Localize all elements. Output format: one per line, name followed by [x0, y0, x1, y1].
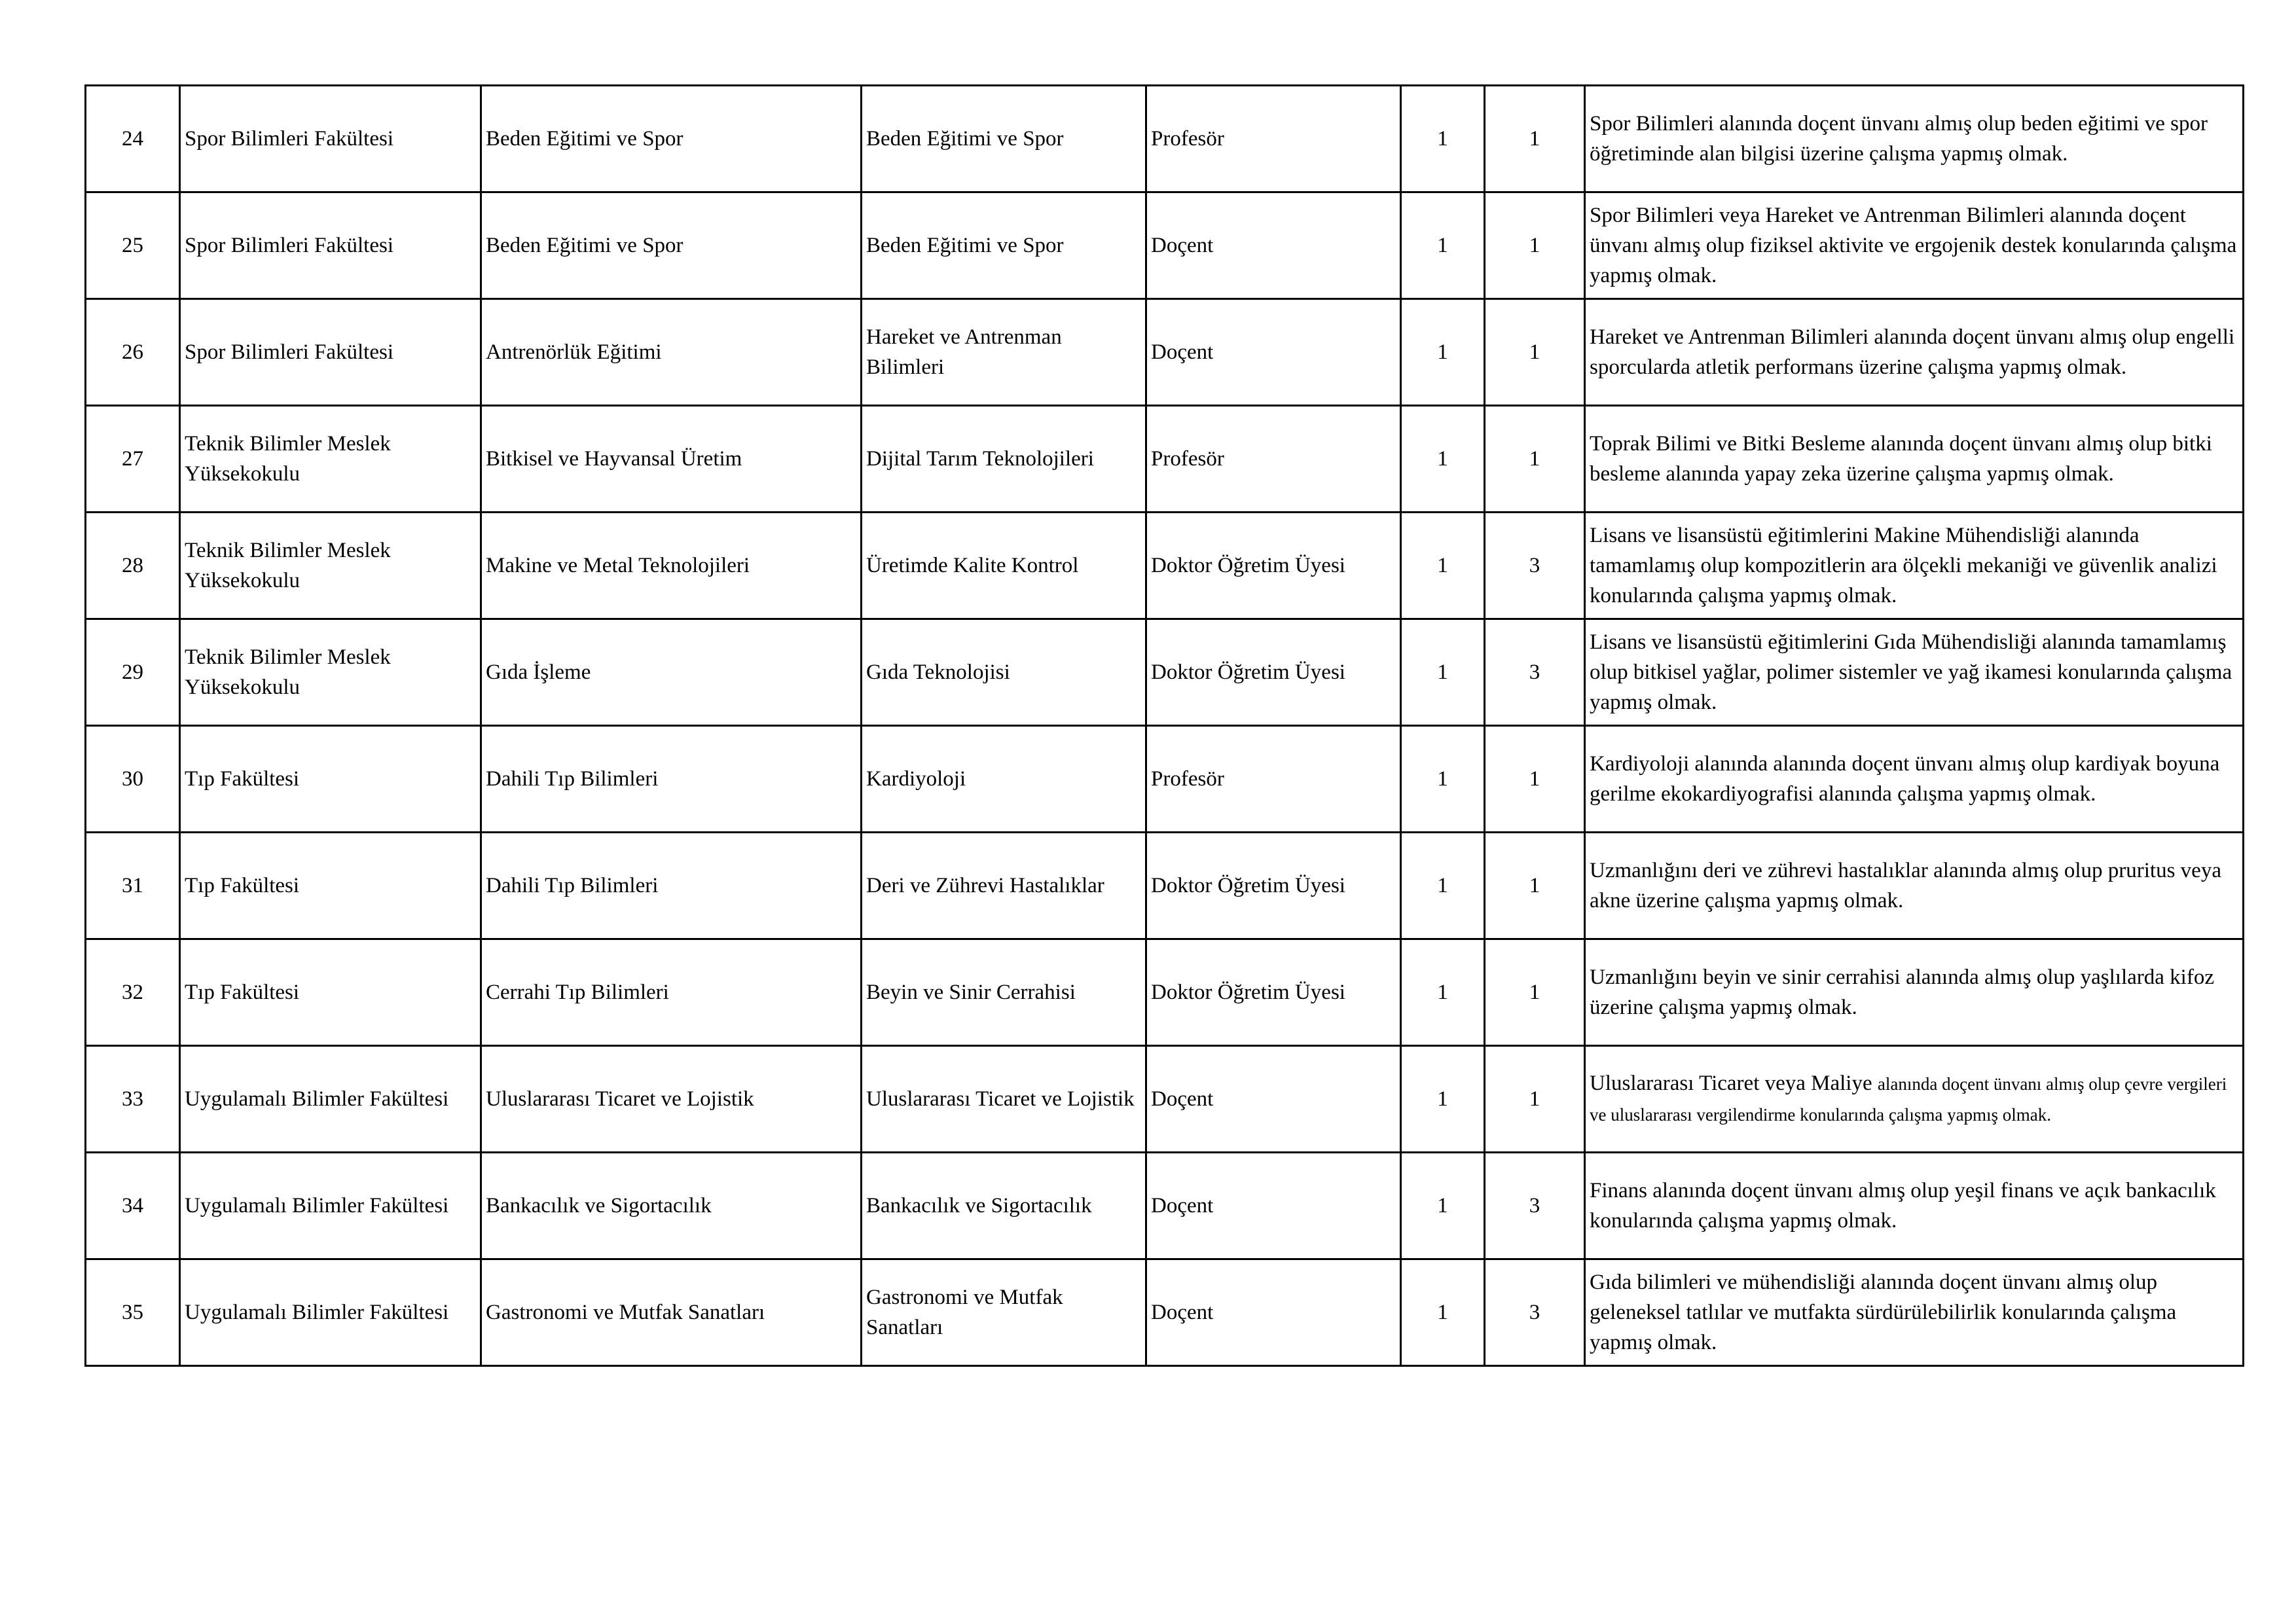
title-cell: Doçent	[1146, 1153, 1401, 1259]
requirement-rest: alanında doçent ünvanı almış olup çevre vergileri ve uluslararası vergilendirme konularında çalışma yapmış olmak.	[1590, 1074, 2227, 1125]
row-number: 34	[86, 1153, 180, 1259]
table-row	[86, 619, 2244, 726]
department-cell: Bankacılık ve Sigortacılık	[481, 1153, 862, 1259]
program-cell: Beyin ve Sinir Cerrahisi	[862, 939, 1146, 1046]
table-row	[86, 939, 2244, 1046]
count-a-cell: 1	[1401, 299, 1485, 406]
table-row	[86, 726, 2244, 833]
requirement-cell: Lisans ve lisansüstü eğitimlerini Gıda Mühendisliği alanında tamamlamış olup bitkisel yağlar, polimer sistemler ve yağ ikamesi konularında çalışma yapmış olmak.	[1585, 619, 2244, 726]
requirement-cell: Hareket ve Antrenman Bilimleri alanında doçent ünvanı almış olup engelli sporcularda atletik performans üzerine çalışma yapmış olmak.	[1585, 299, 2244, 406]
requirement-cell: Toprak Bilimi ve Bitki Besleme alanında doçent ünvanı almış olup bitki besleme alanında yapay zeka üzerine çalışma yapmış olmak.	[1585, 406, 2244, 513]
program-cell: Gastronomi ve Mutfak Sanatları	[862, 1259, 1146, 1366]
table-row	[86, 513, 2244, 619]
title-cell: Doktor Öğretim Üyesi	[1146, 513, 1401, 619]
row-number: 28	[86, 513, 180, 619]
count-a-cell: 1	[1401, 1259, 1485, 1366]
count-b-cell: 1	[1485, 299, 1585, 406]
count-a-cell: 1	[1401, 833, 1485, 939]
count-b-cell: 1	[1485, 726, 1585, 833]
count-b-cell: 3	[1485, 1259, 1585, 1366]
table-row	[86, 1259, 2244, 1366]
count-a-cell: 1	[1401, 406, 1485, 513]
count-b-cell: 1	[1485, 406, 1585, 513]
count-a-cell: 1	[1401, 619, 1485, 726]
requirement-lead: Uluslararası Ticaret veya Maliye	[1590, 1072, 1872, 1095]
count-a-cell: 1	[1401, 513, 1485, 619]
faculty-cell: Teknik Bilimler Meslek Yüksekokulu	[180, 619, 481, 726]
count-a-cell: 1	[1401, 726, 1485, 833]
title-cell: Doktor Öğretim Üyesi	[1146, 833, 1401, 939]
title-cell: Doktor Öğretim Üyesi	[1146, 619, 1401, 726]
program-cell: Dijital Tarım Teknolojileri	[862, 406, 1146, 513]
count-b-cell: 3	[1485, 619, 1585, 726]
count-a-cell: 1	[1401, 939, 1485, 1046]
program-cell: Üretimde Kalite Kontrol	[862, 513, 1146, 619]
title-cell: Profesör	[1146, 86, 1401, 192]
title-cell: Doçent	[1146, 299, 1401, 406]
table-row	[86, 86, 2244, 192]
row-number: 35	[86, 1259, 180, 1366]
title-cell: Doktor Öğretim Üyesi	[1146, 939, 1401, 1046]
faculty-cell: Spor Bilimleri Fakültesi	[180, 86, 481, 192]
faculty-positions-table	[84, 84, 2244, 1367]
table-body	[86, 86, 2244, 1366]
department-cell: Cerrahi Tıp Bilimleri	[481, 939, 862, 1046]
title-cell: Doçent	[1146, 192, 1401, 299]
table-row	[86, 1046, 2244, 1153]
program-cell: Gıda Teknolojisi	[862, 619, 1146, 726]
requirement-cell: Uzmanlığını beyin ve sinir cerrahisi alanında almış olup yaşlılarda kifoz üzerine çalışma yapmış olmak.	[1585, 939, 2244, 1046]
row-number: 30	[86, 726, 180, 833]
department-cell: Dahili Tıp Bilimleri	[481, 726, 862, 833]
requirement-cell: Spor Bilimleri veya Hareket ve Antrenman Bilimleri alanında doçent ünvanı almış olup fiziksel aktivite ve ergojenik destek konularında çalışma yapmış olmak.	[1585, 192, 2244, 299]
row-number: 24	[86, 86, 180, 192]
requirement-cell	[1585, 1046, 2244, 1153]
row-number: 32	[86, 939, 180, 1046]
faculty-cell: Teknik Bilimler Meslek Yüksekokulu	[180, 513, 481, 619]
count-a-cell: 1	[1401, 192, 1485, 299]
title-cell: Doçent	[1146, 1259, 1401, 1366]
program-cell: Bankacılık ve Sigortacılık	[862, 1153, 1146, 1259]
department-cell: Gastronomi ve Mutfak Sanatları	[481, 1259, 862, 1366]
table-row	[86, 192, 2244, 299]
faculty-cell: Uygulamalı Bilimler Fakültesi	[180, 1259, 481, 1366]
count-b-cell: 3	[1485, 513, 1585, 619]
faculty-cell: Tıp Fakültesi	[180, 939, 481, 1046]
table-row	[86, 406, 2244, 513]
table-row	[86, 1153, 2244, 1259]
requirement-cell: Kardiyoloji alanında alanında doçent ünvanı almış olup kardiyak boyuna gerilme ekokardiyografisi alanında çalışma yapmış olmak.	[1585, 726, 2244, 833]
title-cell: Doçent	[1146, 1046, 1401, 1153]
program-cell: Beden Eğitimi ve Spor	[862, 192, 1146, 299]
faculty-cell: Spor Bilimleri Fakültesi	[180, 299, 481, 406]
department-cell: Uluslararası Ticaret ve Lojistik	[481, 1046, 862, 1153]
program-cell: Hareket ve Antrenman Bilimleri	[862, 299, 1146, 406]
department-cell: Antrenörlük Eğitimi	[481, 299, 862, 406]
requirement-cell: Gıda bilimleri ve mühendisliği alanında doçent ünvanı almış olup geleneksel tatlılar ve mutfakta sürdürülebilirlik konularında çalışma yapmış olmak.	[1585, 1259, 2244, 1366]
faculty-cell: Uygulamalı Bilimler Fakültesi	[180, 1153, 481, 1259]
count-b-cell: 1	[1485, 939, 1585, 1046]
row-number: 33	[86, 1046, 180, 1153]
program-cell: Kardiyoloji	[862, 726, 1146, 833]
requirement-cell: Spor Bilimleri alanında doçent ünvanı almış olup beden eğitimi ve spor öğretiminde alan bilgisi üzerine çalışma yapmış olmak.	[1585, 86, 2244, 192]
title-cell: Profesör	[1146, 726, 1401, 833]
table-row	[86, 833, 2244, 939]
row-number: 31	[86, 833, 180, 939]
title-cell: Profesör	[1146, 406, 1401, 513]
count-b-cell: 1	[1485, 1046, 1585, 1153]
count-b-cell: 1	[1485, 86, 1585, 192]
count-b-cell: 1	[1485, 192, 1585, 299]
requirement-cell: Uzmanlığını deri ve zührevi hastalıklar alanında almış olup pruritus veya akne üzerine çalışma yapmış olmak.	[1585, 833, 2244, 939]
row-number: 26	[86, 299, 180, 406]
faculty-cell: Tıp Fakültesi	[180, 833, 481, 939]
program-cell: Beden Eğitimi ve Spor	[862, 86, 1146, 192]
department-cell: Beden Eğitimi ve Spor	[481, 86, 862, 192]
row-number: 25	[86, 192, 180, 299]
row-number: 29	[86, 619, 180, 726]
table-row	[86, 299, 2244, 406]
count-b-cell: 3	[1485, 1153, 1585, 1259]
count-a-cell: 1	[1401, 1153, 1485, 1259]
count-b-cell: 1	[1485, 833, 1585, 939]
count-a-cell: 1	[1401, 86, 1485, 192]
faculty-cell: Uygulamalı Bilimler Fakültesi	[180, 1046, 481, 1153]
count-a-cell: 1	[1401, 1046, 1485, 1153]
program-cell: Deri ve Zührevi Hastalıklar	[862, 833, 1146, 939]
department-cell: Gıda İşleme	[481, 619, 862, 726]
program-cell: Uluslararası Ticaret ve Lojistik	[862, 1046, 1146, 1153]
faculty-cell: Spor Bilimleri Fakültesi	[180, 192, 481, 299]
row-number: 27	[86, 406, 180, 513]
faculty-cell: Tıp Fakültesi	[180, 726, 481, 833]
department-cell: Dahili Tıp Bilimleri	[481, 833, 862, 939]
requirement-cell: Lisans ve lisansüstü eğitimlerini Makine Mühendisliği alanında tamamlamış olup kompozitlerin ara ölçekli mekaniği ve güvenlik analizi konularında çalışma yapmış olmak.	[1585, 513, 2244, 619]
requirement-cell: Finans alanında doçent ünvanı almış olup yeşil finans ve açık bankacılık konularında çalışma yapmış olmak.	[1585, 1153, 2244, 1259]
faculty-cell: Teknik Bilimler Meslek Yüksekokulu	[180, 406, 481, 513]
department-cell: Beden Eğitimi ve Spor	[481, 192, 862, 299]
department-cell: Makine ve Metal Teknolojileri	[481, 513, 862, 619]
department-cell: Bitkisel ve Hayvansal Üretim	[481, 406, 862, 513]
